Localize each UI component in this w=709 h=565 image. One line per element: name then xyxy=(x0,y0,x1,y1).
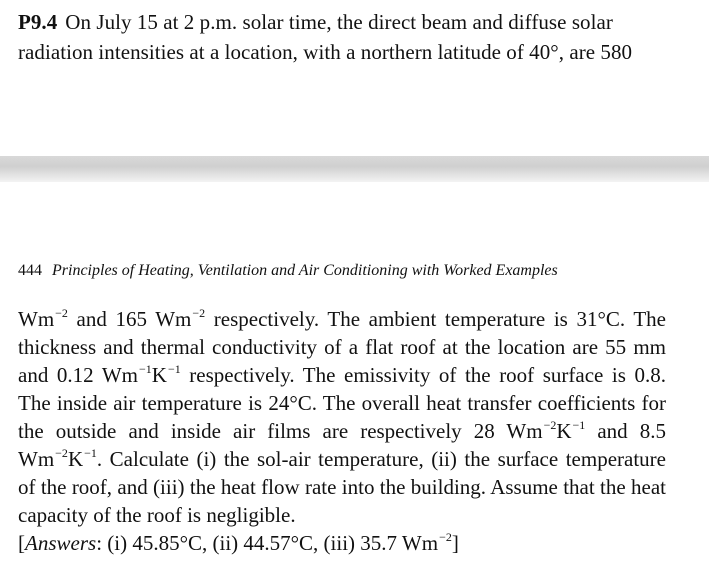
text-run: K xyxy=(151,363,167,387)
text-run: K xyxy=(556,419,572,443)
text-run: Wm xyxy=(18,307,55,331)
text-run: K xyxy=(67,447,84,471)
problem-line-1 xyxy=(18,7,690,37)
problem-text-line-1: On July 15 at 2 p.m. solar time, the direct beam and diffuse solar xyxy=(65,10,613,34)
text-run: respectively. The ambient temperature is 31°C. The thickness and thermal conductivity of a flat roof at the location are 55 mm and 0.12 Wm xyxy=(18,307,666,387)
superscript: −2 xyxy=(439,530,452,544)
superscript: −1 xyxy=(572,418,586,432)
page-number: 444 xyxy=(18,262,42,279)
text-run: and 8.5 Wm xyxy=(18,419,666,471)
superscript: −2 xyxy=(55,446,68,460)
problem-statement-top xyxy=(18,7,690,67)
superscript: −1 xyxy=(138,362,152,376)
problem-statement-continued xyxy=(18,305,666,557)
superscript: −1 xyxy=(84,446,97,460)
page-separator xyxy=(0,156,709,182)
text-run: . Calculate (i) the sol-air temperature, (ii) the surface temperature of the roof, and (iii) the heat flow rate into the building. Assume that the heat capacity of the roof is negligible. xyxy=(18,447,666,527)
answers-line xyxy=(18,529,666,557)
answers-label: Answers xyxy=(25,531,97,555)
book-title: Principles of Heating, Ventilation and Air Conditioning with Worked Examples xyxy=(52,262,558,279)
text-run: respectively. The emissivity of the roof surface is 0.8. The inside air temperature is 24°C. The overall heat transfer coefficients for the outside and inside air films are respectively 28 Wm xyxy=(18,363,666,443)
answers-text: : (i) 45.85°C, (ii) 44.57°C, (iii) 35.7 Wm xyxy=(96,531,439,555)
problem-text-line-2: radiation intensities at a location, with a northern latitude of 40°, are 580 xyxy=(18,40,633,64)
answers-close-bracket: ] xyxy=(451,531,459,555)
superscript: −2 xyxy=(192,306,206,320)
answers-open-bracket: [ xyxy=(18,531,25,555)
running-header xyxy=(18,260,558,282)
superscript: −2 xyxy=(543,418,557,432)
superscript: −1 xyxy=(167,362,181,376)
superscript: −2 xyxy=(55,306,68,320)
problem-id: P9.4 xyxy=(18,10,58,34)
text-run: and 165 Wm xyxy=(67,307,192,331)
